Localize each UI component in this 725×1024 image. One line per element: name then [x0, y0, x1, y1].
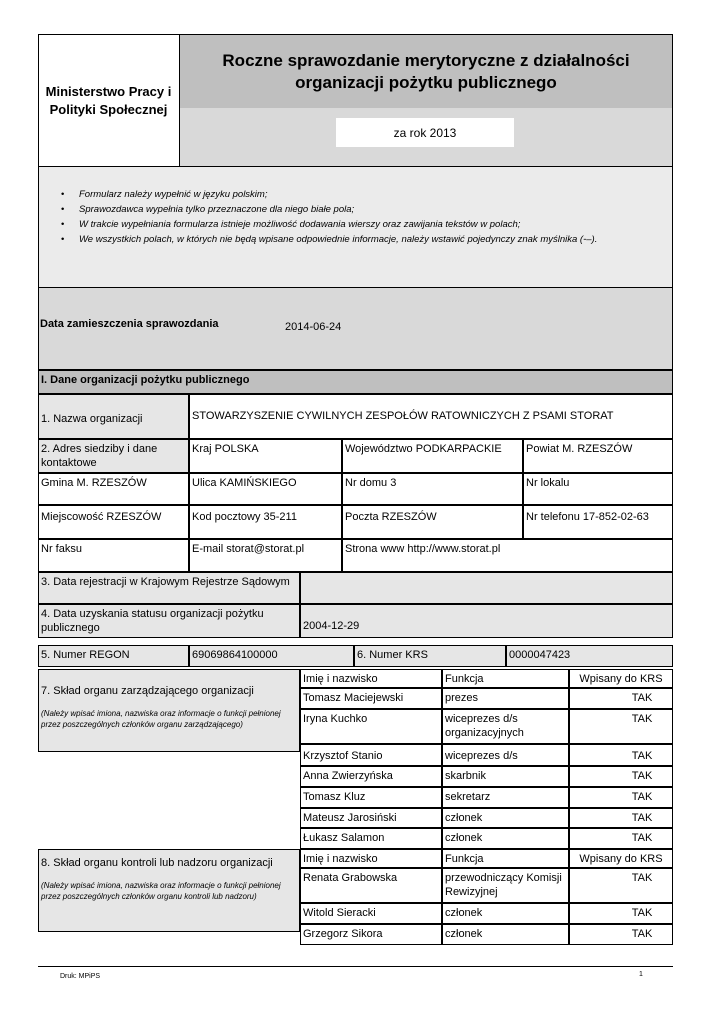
board-note: (Należy wpisać imiona, nazwiska oraz informacje o funkcji pełnionej przez poszczególnych członków organu zarządzającego) [41, 709, 281, 729]
email-field: E-mail storat@storat.pl [189, 539, 342, 572]
krs-number-label: 6. Numer KRS [354, 645, 506, 667]
board-member-krs: TAK [569, 808, 673, 828]
control-member-function: członek [442, 924, 569, 945]
report-date-value: 2014-06-24 [285, 321, 342, 333]
control-member-name: Witold Sieracki [300, 903, 442, 924]
instructions-box [38, 167, 673, 288]
opp-status-value: 2004-12-29 [300, 604, 673, 638]
instruction-item: • We wszystkich polach, w których nie będą wpisane odpowiednie informacje, należy wstawić pojedynczy znak myślnika (-–). [61, 232, 672, 247]
control-member-name: Grzegorz Sikora [300, 924, 442, 945]
board-member-name: Iryna Kuchko [300, 709, 442, 744]
board-member-function: skarbnik [442, 766, 569, 787]
postal-code-field: Kod pocztowy 35-211 [189, 505, 342, 539]
control-header-krs: Wpisany do KRS [569, 849, 673, 868]
page-number: 1 [639, 971, 643, 978]
commune-field: Gmina M. RZESZÓW [38, 473, 189, 505]
control-header-name: Imię i nazwisko [300, 849, 442, 868]
address-label: 2. Adres siedziby i dane kontaktowe [38, 439, 189, 473]
org-name-value: STOWARZYSZENIE CYWILNYCH ZESPOŁÓW RATOWNICZYCH Z PSAMI STORAT [189, 394, 673, 439]
krs-number-value: 0000047423 [506, 645, 673, 667]
fax-field: Nr faksu [38, 539, 189, 572]
control-header-function: Funkcja [442, 849, 569, 868]
opp-status-label: 4. Data uzyskania statusu organizacji pożytku publicznego [38, 604, 300, 638]
board-member-krs: TAK [569, 688, 673, 709]
board-member-name: Łukasz Salamon [300, 828, 442, 849]
board-label: 7. Skład organu zarządzającego organizacji [41, 685, 254, 697]
board-member-function: członek [442, 828, 569, 849]
board-member-krs: TAK [569, 828, 673, 849]
control-label: 8. Skład organu kontroli lub nadzoru organizacji [41, 857, 273, 869]
report-title: Roczne sprawozdanie merytoryczne z działalności organizacji pożytku publicznego [180, 35, 672, 108]
control-member-name: Renata Grabowska [300, 868, 442, 903]
regon-value: 69069864100000 [189, 645, 354, 667]
street-field: Ulica KAMIŃSKIEGO [189, 473, 342, 505]
board-member-name: Krzysztof Stanio [300, 744, 442, 766]
apartment-number-field: Nr lokalu [523, 473, 673, 505]
report-date-label: Data zamieszczenia sprawozdania [40, 318, 219, 330]
board-member-name: Mateusz Jarosiński [300, 808, 442, 828]
footer-divider [38, 966, 673, 967]
control-member-function: członek [442, 903, 569, 924]
org-name-label: 1. Nazwa organizacji [38, 394, 189, 439]
board-label-box [38, 669, 300, 752]
phone-field: Nr telefonu 17-852-02-63 [523, 505, 673, 539]
board-header-name: Imię i nazwisko [300, 669, 442, 688]
website-field: Strona www http://www.storat.pl [342, 539, 673, 572]
county-field: Powiat M. RZESZÓW [523, 439, 673, 473]
report-year: za rok 2013 [336, 118, 514, 147]
country-field: Kraj POLSKA [189, 439, 342, 473]
krs-registration-value [300, 572, 673, 604]
footer-print-label: Druk: MPiPS [60, 973, 101, 980]
board-member-function: sekretarz [442, 787, 569, 808]
board-header-function: Funkcja [442, 669, 569, 688]
krs-registration-label: 3. Data rejestracji w Krajowym Rejestrze Sądowym [38, 572, 300, 604]
board-member-function: prezes [442, 688, 569, 709]
regon-label: 5. Numer REGON [38, 645, 189, 667]
house-number-field: Nr domu 3 [342, 473, 523, 505]
instruction-item: • W trakcie wypełniania formularza istnieje możliwość dodawania wierszy oraz zawijania tekstów w polach; [61, 217, 672, 232]
board-member-name: Anna Zwierzyńska [300, 766, 442, 787]
instruction-item: • Sprawozdawca wypełnia tylko przeznaczone dla niego białe pola; [61, 202, 672, 217]
board-member-function: wiceprezes d/s [442, 744, 569, 766]
board-header-krs: Wpisany do KRS [569, 669, 673, 688]
ministry-name: Ministerstwo Pracy i Polityki Społecznej [38, 34, 180, 167]
instruction-item: • Formularz należy wypełnić w języku polskim; [61, 187, 672, 202]
control-label-box [38, 849, 300, 932]
control-member-function: przewodniczący Komisji Rewizyjnej [442, 868, 569, 903]
board-member-function: członek [442, 808, 569, 828]
board-member-name: Tomasz Kluz [300, 787, 442, 808]
section-1-title: I. Dane organizacji pożytku publicznego [38, 370, 673, 394]
post-office-field: Poczta RZESZÓW [342, 505, 523, 539]
board-member-krs: TAK [569, 787, 673, 808]
control-member-krs: TAK [569, 868, 673, 903]
board-member-krs: TAK [569, 709, 673, 744]
board-member-name: Tomasz Maciejewski [300, 688, 442, 709]
board-member-krs: TAK [569, 744, 673, 766]
board-member-function: wiceprezes d/s organizacyjnych [442, 709, 569, 744]
voivodeship-field: Województwo PODKARPACKIE [342, 439, 523, 473]
board-member-krs: TAK [569, 766, 673, 787]
control-member-krs: TAK [569, 924, 673, 945]
control-member-krs: TAK [569, 903, 673, 924]
control-note: (Należy wpisać imiona, nazwiska oraz informacje o funkcji pełnionej przez poszczególnych członków organu kontroli lub nadzoru) [41, 881, 281, 901]
city-field: Miejscowość RZESZÓW [38, 505, 189, 539]
